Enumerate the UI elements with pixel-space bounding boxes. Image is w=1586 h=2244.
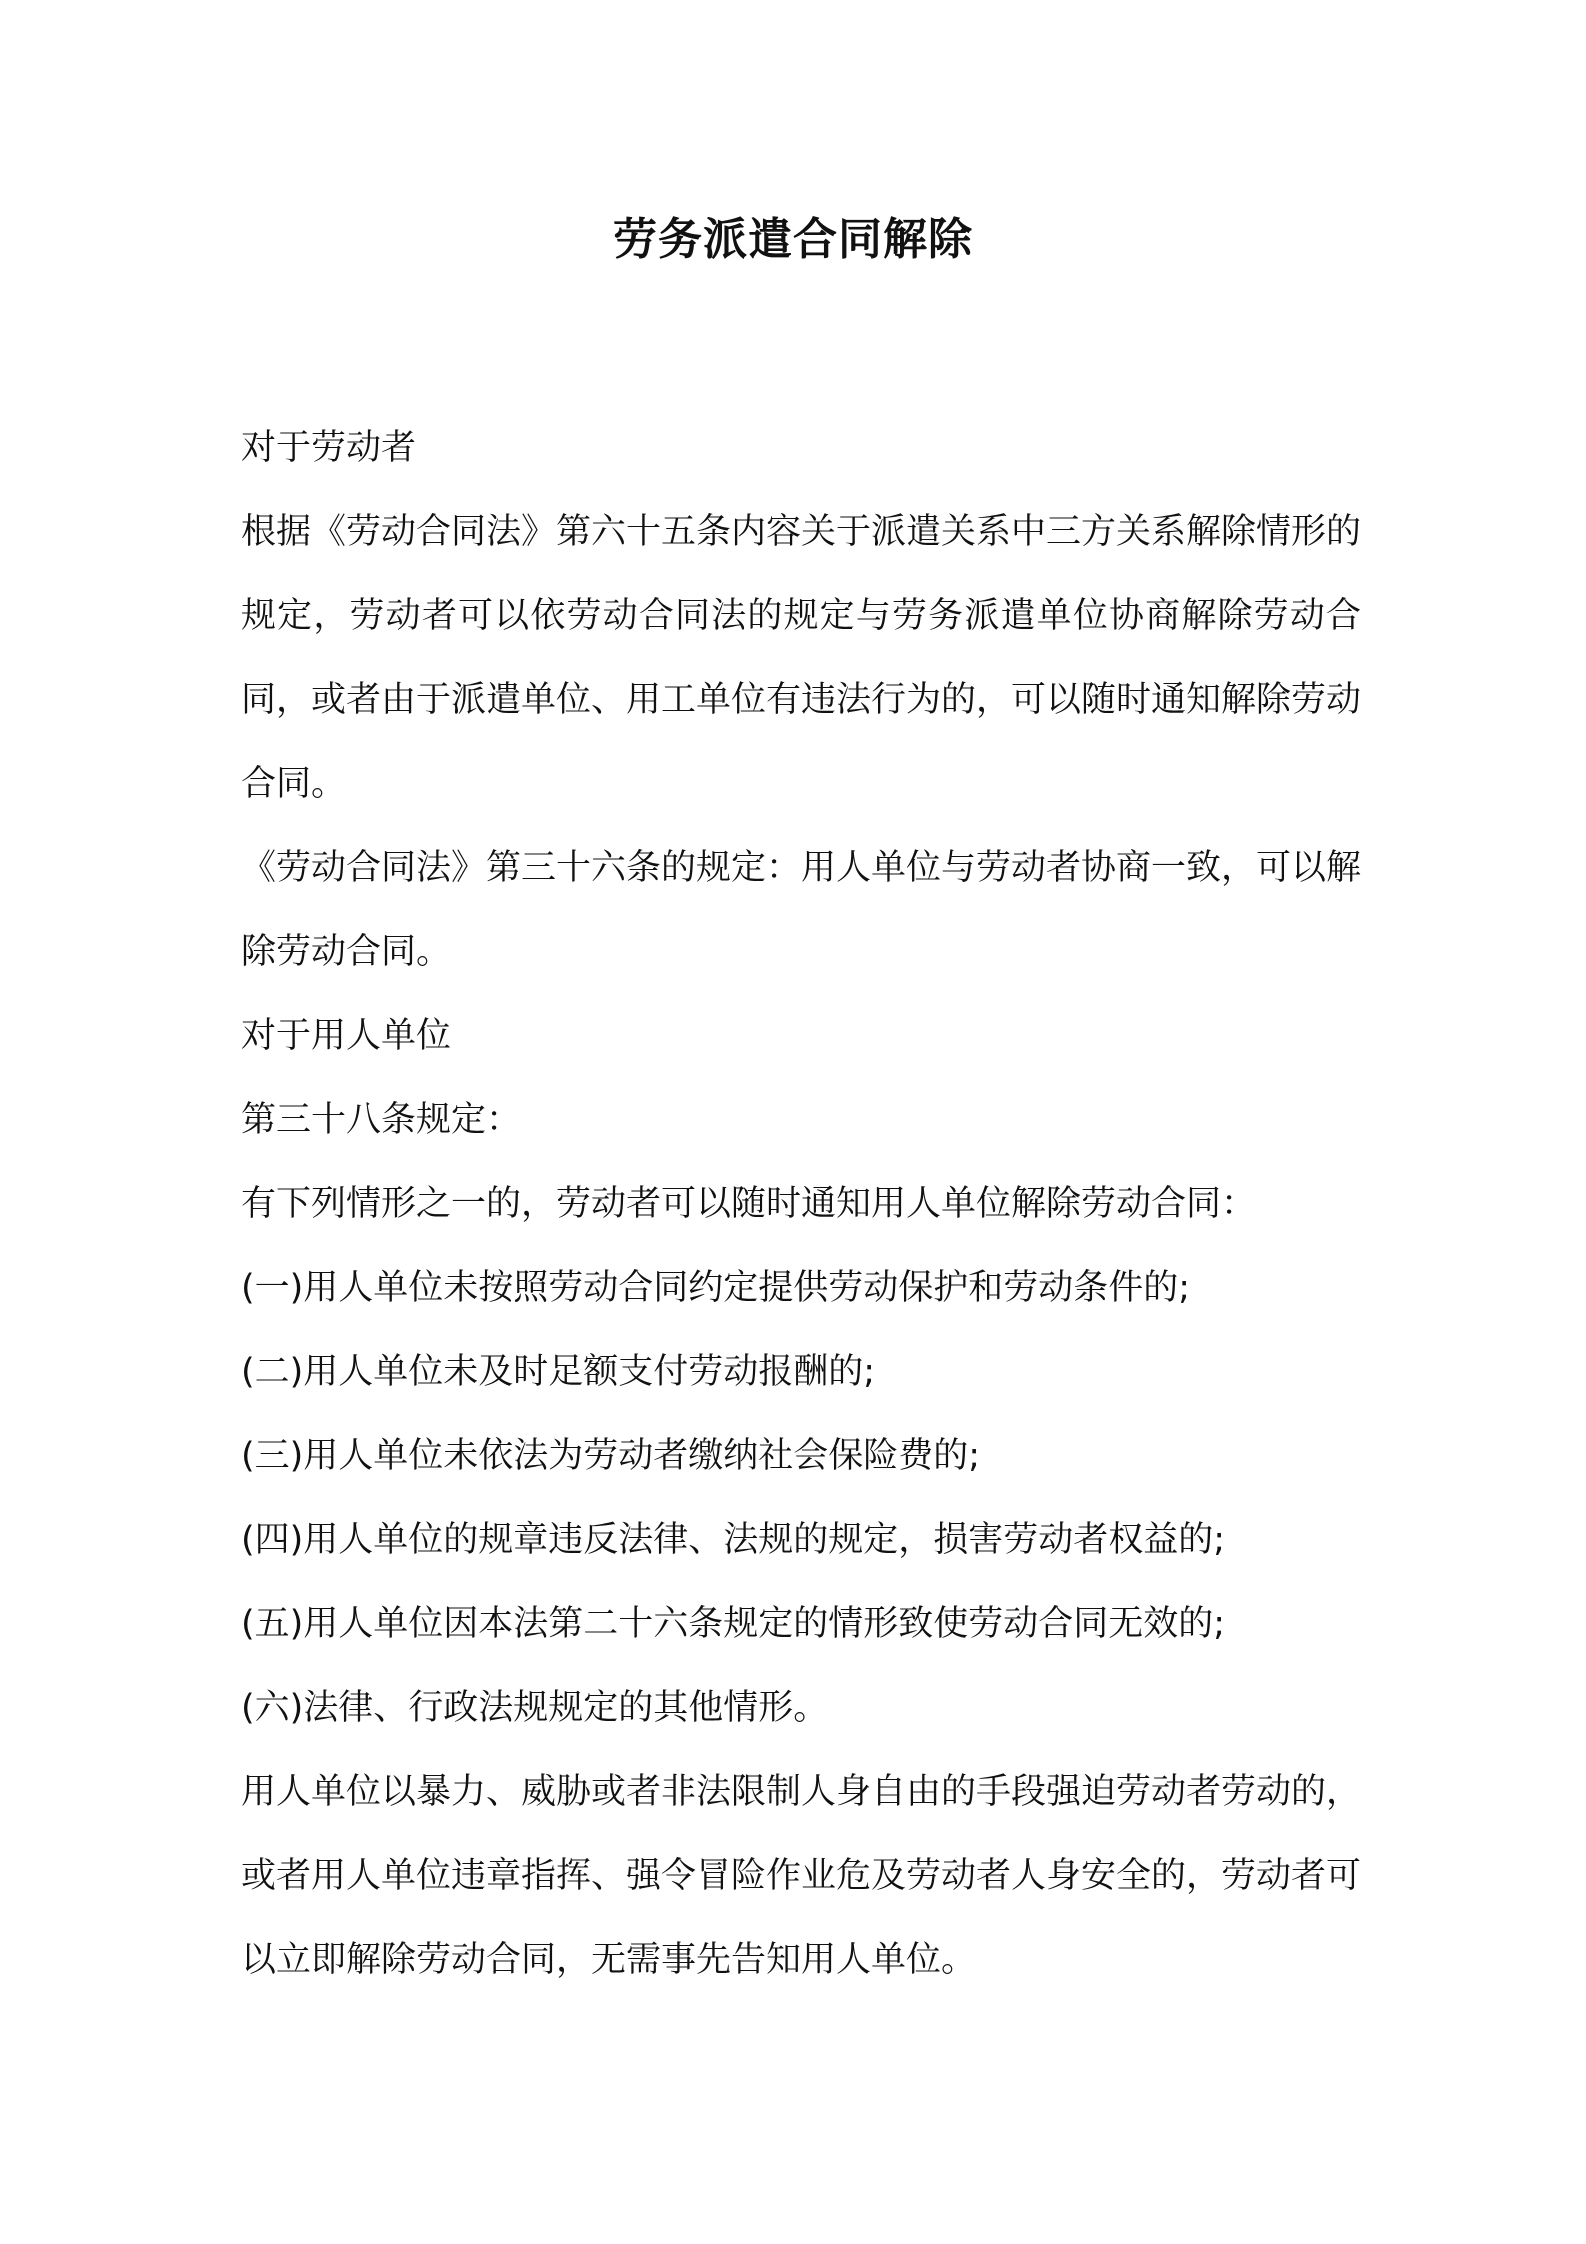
paragraph-article-38-heading: 第三十八条规定： [241, 1100, 522, 1140]
list-item-2: (二)用人单位未及时足额支付劳动报酬的; [241, 1352, 876, 1392]
paragraph-immediate-termination: 用人单位以暴力、威胁或者非法限制人身自由的手段强迫劳动者劳动的，或者用人单位违章指挥、强令冒险作业危及劳动者人身安全的，劳动者可以立即解除劳动合同，无需事先告知用人单位。 [241, 1772, 1362, 1980]
list-item-1: (一)用人单位未按照劳动合同约定提供劳动保护和劳动条件的; [241, 1268, 1191, 1308]
list-item-6: (六)法律、行政法规规定的其他情形。 [241, 1688, 829, 1728]
list-item-5: (五)用人单位因本法第二十六条规定的情形致使劳动合同无效的; [241, 1604, 1226, 1644]
list-item-4: (四)用人单位的规章违反法律、法规的规定，损害劳动者权益的; [241, 1520, 1226, 1560]
paragraph-article-65: 根据《劳动合同法》第六十五条内容关于派遣关系中三方关系解除情形的规定，劳动者可以依劳动合同法的规定与劳务派遣单位协商解除劳动合同，或者由于派遣单位、用工单位有违法行为的，可以随时通知解除劳动合同。 [241, 512, 1362, 804]
paragraph-article-36: 《劳动合同法》第三十六条的规定：用人单位与劳动者协商一致，可以解除劳动合同。 [241, 848, 1362, 972]
list-item-3: (三)用人单位未依法为劳动者缴纳社会保险费的; [241, 1436, 981, 1476]
document-body [241, 406, 1361, 2002]
section-heading-employer: 对于用人单位 [241, 1016, 452, 1056]
section-heading-worker: 对于劳动者 [241, 428, 417, 468]
document-title: 劳务派遣合同解除 [613, 214, 973, 265]
paragraph-article-38-intro: 有下列情形之一的，劳动者可以随时通知用人单位解除劳动合同： [241, 1184, 1257, 1224]
